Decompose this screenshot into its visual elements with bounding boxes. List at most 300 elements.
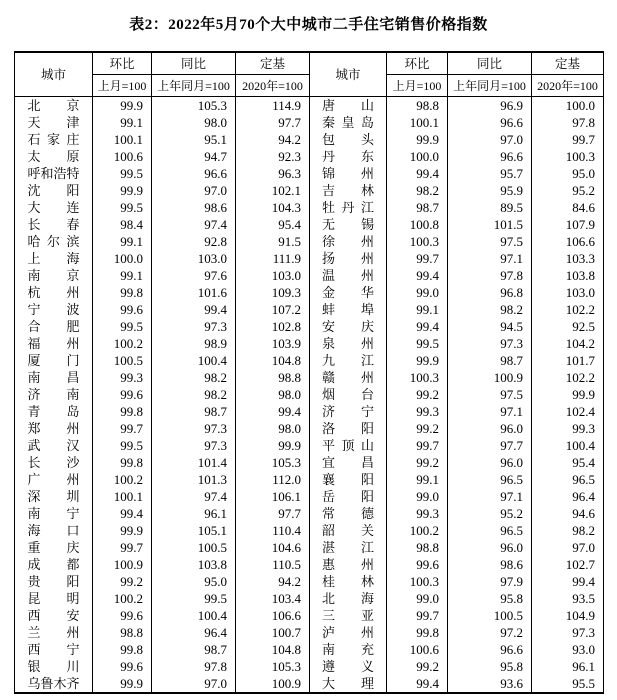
city-name: 福州 [27,335,80,351]
table-row [15,420,604,437]
city-name: 锦州 [322,165,374,181]
city-cell [310,590,387,607]
city-cell [310,301,387,318]
yoy-value: 101.4 [152,454,236,471]
city-name: 贵阳 [27,573,80,589]
yoy-value: 97.6 [152,267,236,284]
fixed-value: 99.3 [532,420,604,437]
city-cell [310,267,387,284]
mom-value: 99.5 [93,437,152,454]
fixed-value: 94.6 [532,505,604,522]
mom-value: 99.5 [93,199,152,216]
table-row [15,165,604,182]
city-name: 杭州 [27,284,80,300]
city-cell [310,488,387,505]
fixed-value: 93.5 [532,590,604,607]
mom-value: 99.9 [93,182,152,199]
city-cell [15,148,93,165]
mom-value: 99.2 [93,573,152,590]
city-name: 泉州 [322,335,374,351]
city-cell [15,658,93,675]
city-cell [310,335,387,352]
yoy-value: 93.6 [448,675,532,693]
table-row [15,267,604,284]
city-name: 北海 [322,590,374,606]
mom-value: 99.8 [93,284,152,301]
fixed-value: 106.1 [236,488,310,505]
city-cell [15,522,93,539]
table-row [15,607,604,624]
city-cell [15,556,93,573]
city-cell [310,505,387,522]
yoy-value: 97.8 [448,267,532,284]
table-row [15,590,604,607]
city-cell [310,352,387,369]
city-name: 丹东 [322,148,374,164]
city-cell [310,539,387,556]
city-name: 广州 [27,471,80,487]
mom-value: 98.7 [387,199,448,216]
city-cell [15,420,93,437]
city-cell [15,301,93,318]
yoy-value: 97.0 [448,131,532,148]
fixed-value: 102.2 [532,369,604,386]
fixed-value: 104.6 [236,539,310,556]
city-cell [15,96,93,114]
city-name: 赣州 [322,369,374,385]
city-name: 西宁 [27,641,80,657]
fixed-value: 99.9 [236,437,310,454]
fixed-value: 111.9 [236,250,310,267]
header-mom-right: 环比 [387,52,448,74]
mom-value: 100.3 [387,573,448,590]
city-name: 上海 [27,250,80,266]
yoy-value: 96.5 [448,522,532,539]
yoy-value: 96.5 [448,471,532,488]
mom-value: 99.9 [387,131,448,148]
yoy-value: 96.0 [448,420,532,437]
city-cell [15,250,93,267]
city-name: 常德 [322,505,374,521]
city-name: 兰州 [27,624,80,640]
yoy-value: 89.5 [448,199,532,216]
yoy-value: 95.7 [448,165,532,182]
city-cell [15,505,93,522]
fixed-value: 97.7 [236,114,310,131]
city-name: 平顶山 [322,437,374,453]
fixed-value: 98.0 [236,420,310,437]
mom-value: 99.3 [387,505,448,522]
city-name: 济南 [27,386,80,402]
mom-value: 99.6 [93,607,152,624]
city-name: 三亚 [322,607,374,623]
city-name: 乌鲁木齐 [27,675,80,691]
table-row [15,386,604,403]
fixed-value: 102.8 [236,318,310,335]
city-cell [15,386,93,403]
header-fixed-base-left: 2020年=100 [236,74,310,96]
mom-value: 100.8 [387,216,448,233]
city-cell [15,199,93,216]
city-cell [310,556,387,573]
city-name: 西安 [27,607,80,623]
fixed-value: 102.2 [532,301,604,318]
fixed-value: 95.4 [236,216,310,233]
yoy-value: 98.7 [152,403,236,420]
fixed-value: 95.5 [532,675,604,693]
city-name: 九江 [322,352,374,368]
fixed-value: 96.3 [236,165,310,182]
yoy-value: 100.5 [448,607,532,624]
city-cell [310,403,387,420]
city-name: 包头 [322,131,374,147]
city-name: 宜昌 [322,454,374,470]
city-name: 昆明 [27,590,80,606]
fixed-value: 100.9 [236,675,310,693]
mom-value: 99.8 [93,403,152,420]
city-cell [310,165,387,182]
yoy-value: 96.9 [448,96,532,114]
mom-value: 98.2 [387,182,448,199]
city-name: 武汉 [27,437,80,453]
yoy-value: 97.5 [448,386,532,403]
fixed-value: 98.2 [532,522,604,539]
table-row [15,471,604,488]
header-city-right: 城市 [310,52,387,96]
yoy-value: 101.6 [152,284,236,301]
city-cell [310,641,387,658]
city-cell [15,624,93,641]
header-yoy-right: 同比 [448,52,532,74]
fixed-value: 96.1 [532,658,604,675]
table-row [15,96,604,114]
table-row [15,301,604,318]
city-name: 郑州 [27,420,80,436]
city-name: 洛阳 [322,420,374,436]
mom-value: 99.7 [93,420,152,437]
header-mom-base-right: 上月=100 [387,74,448,96]
table-row [15,199,604,216]
city-cell [310,114,387,131]
fixed-value: 103.4 [236,590,310,607]
city-cell [15,590,93,607]
mom-value: 100.2 [93,471,152,488]
table-row [15,352,604,369]
city-name: 扬州 [322,250,374,266]
mom-value: 98.4 [93,216,152,233]
mom-value: 99.9 [93,675,152,693]
city-cell [310,318,387,335]
header-yoy-left: 同比 [152,52,236,74]
fixed-value: 105.3 [236,658,310,675]
city-cell [310,386,387,403]
fixed-value: 110.5 [236,556,310,573]
city-name: 秦皇岛 [322,114,374,130]
city-cell [15,369,93,386]
yoy-value: 105.1 [152,522,236,539]
mom-value: 100.3 [387,369,448,386]
table-row [15,437,604,454]
fixed-value: 103.0 [236,267,310,284]
mom-value: 98.8 [387,96,448,114]
yoy-value: 99.5 [152,590,236,607]
yoy-value: 101.5 [448,216,532,233]
city-cell [310,131,387,148]
header-city-left: 城市 [15,52,93,96]
city-name: 安庆 [322,318,374,334]
table-row [15,318,604,335]
mom-value: 100.5 [93,352,152,369]
table-row [15,624,604,641]
fixed-value: 93.0 [532,641,604,658]
mom-value: 99.6 [387,556,448,573]
mom-value: 99.0 [387,590,448,607]
fixed-value: 97.3 [532,624,604,641]
fixed-value: 96.4 [532,488,604,505]
yoy-value: 97.1 [448,250,532,267]
mom-value: 99.1 [387,471,448,488]
mom-value: 99.7 [387,437,448,454]
header-fixed-left: 定基 [236,52,310,74]
fixed-value: 107.9 [532,216,604,233]
yoy-value: 97.9 [448,573,532,590]
yoy-value: 103.0 [152,250,236,267]
city-cell [310,573,387,590]
mom-value: 99.1 [93,114,152,131]
yoy-value: 94.7 [152,148,236,165]
fixed-value: 84.6 [532,199,604,216]
table-body [15,96,604,693]
city-cell [310,182,387,199]
yoy-value: 97.3 [152,437,236,454]
yoy-value: 96.8 [448,284,532,301]
table-header [15,52,604,96]
city-cell [310,148,387,165]
table-row [15,182,604,199]
city-cell [310,624,387,641]
city-name: 惠州 [322,556,374,572]
mom-value: 99.5 [93,165,152,182]
city-name: 银川 [27,658,80,674]
yoy-value: 98.0 [152,114,236,131]
city-cell [15,573,93,590]
table-row [15,454,604,471]
city-name: 吉林 [322,182,374,198]
yoy-value: 97.2 [448,624,532,641]
yoy-value: 98.7 [448,352,532,369]
city-name: 南京 [27,267,80,283]
yoy-value: 96.1 [152,505,236,522]
city-name: 青岛 [27,403,80,419]
yoy-value: 97.3 [152,420,236,437]
city-name: 泸州 [322,624,374,640]
mom-value: 99.4 [93,505,152,522]
city-cell [15,471,93,488]
fixed-value: 114.9 [236,96,310,114]
yoy-value: 98.2 [448,301,532,318]
mom-value: 99.8 [93,454,152,471]
yoy-value: 98.6 [152,199,236,216]
city-name: 石家庄 [27,131,80,147]
fixed-value: 104.9 [532,607,604,624]
yoy-value: 100.5 [152,539,236,556]
city-name: 天津 [27,114,80,130]
city-name: 岳阳 [322,488,374,504]
mom-value: 99.0 [387,488,448,505]
fixed-value: 109.3 [236,284,310,301]
mom-value: 99.3 [387,403,448,420]
mom-value: 100.1 [93,131,152,148]
yoy-value: 97.5 [448,233,532,250]
yoy-value: 98.7 [152,641,236,658]
city-name: 烟台 [322,386,374,402]
mom-value: 99.8 [93,641,152,658]
yoy-value: 96.0 [448,539,532,556]
yoy-value: 96.0 [448,454,532,471]
fixed-value: 91.5 [236,233,310,250]
mom-value: 99.2 [387,386,448,403]
mom-value: 99.3 [93,369,152,386]
fixed-value: 100.7 [236,624,310,641]
fixed-value: 99.7 [532,131,604,148]
city-cell [310,199,387,216]
header-yoy-base-right: 上年同月=100 [448,74,532,96]
fixed-value: 92.3 [236,148,310,165]
mom-value: 99.1 [387,301,448,318]
table-row [15,114,604,131]
city-name: 重庆 [27,539,80,555]
mom-value: 100.1 [93,488,152,505]
header-mom-base-left: 上月=100 [93,74,152,96]
mom-value: 99.2 [387,658,448,675]
table-row [15,675,604,693]
price-index-table [14,51,604,694]
mom-value: 99.5 [387,335,448,352]
fixed-value: 112.0 [236,471,310,488]
city-cell [15,352,93,369]
yoy-value: 96.6 [448,114,532,131]
city-name: 济宁 [322,403,374,419]
yoy-value: 97.1 [448,488,532,505]
mom-value: 99.7 [387,607,448,624]
fixed-value: 103.9 [236,335,310,352]
mom-value: 99.4 [387,675,448,693]
table-row [15,505,604,522]
city-name: 遵义 [322,658,374,674]
mom-value: 99.2 [387,454,448,471]
header-yoy-base-left: 上年同月=100 [152,74,236,96]
yoy-value: 103.8 [152,556,236,573]
yoy-value: 96.6 [448,148,532,165]
fixed-value: 103.3 [532,250,604,267]
fixed-value: 94.2 [236,131,310,148]
yoy-value: 97.0 [152,675,236,693]
mom-value: 99.4 [387,318,448,335]
city-name: 金华 [322,284,374,300]
fixed-value: 104.3 [236,199,310,216]
city-cell [15,216,93,233]
table-row [15,641,604,658]
yoy-value: 99.4 [152,301,236,318]
fixed-value: 105.3 [236,454,310,471]
fixed-value: 102.4 [532,403,604,420]
yoy-value: 96.4 [152,624,236,641]
header-fixed-right: 定基 [532,52,604,74]
city-name: 南充 [322,641,374,657]
yoy-value: 105.3 [152,96,236,114]
mom-value: 100.2 [93,335,152,352]
city-cell [310,233,387,250]
city-name: 呼和浩特 [27,165,80,181]
city-name: 长沙 [27,454,80,470]
fixed-value: 104.8 [236,352,310,369]
city-name: 蚌埠 [322,301,374,317]
fixed-value: 110.4 [236,522,310,539]
fixed-value: 94.2 [236,573,310,590]
mom-value: 100.1 [387,114,448,131]
fixed-value: 95.0 [532,165,604,182]
fixed-value: 98.0 [236,386,310,403]
city-name: 韶关 [322,522,374,538]
city-cell [310,658,387,675]
mom-value: 98.8 [93,624,152,641]
mom-value: 100.2 [387,522,448,539]
city-cell [15,403,93,420]
city-name: 无锡 [322,216,374,232]
city-name: 哈尔滨 [27,233,80,249]
fixed-value: 95.4 [532,454,604,471]
yoy-value: 97.1 [448,403,532,420]
fixed-value: 99.4 [236,403,310,420]
mom-value: 99.9 [93,96,152,114]
city-cell [15,454,93,471]
mom-value: 99.6 [93,386,152,403]
mom-value: 99.8 [387,624,448,641]
table-row [15,131,604,148]
city-name: 深圳 [27,488,80,504]
table-row [15,488,604,505]
table-row [15,369,604,386]
city-cell [15,267,93,284]
city-name: 宁波 [27,301,80,317]
city-name: 南昌 [27,369,80,385]
yoy-value: 97.7 [448,437,532,454]
mom-value: 100.6 [387,641,448,658]
mom-value: 99.7 [387,250,448,267]
fixed-value: 97.0 [532,539,604,556]
yoy-value: 97.3 [152,318,236,335]
yoy-value: 100.4 [152,607,236,624]
table-row [15,216,604,233]
fixed-value: 96.5 [532,471,604,488]
yoy-value: 98.2 [152,386,236,403]
table-row [15,250,604,267]
yoy-value: 100.4 [152,352,236,369]
mom-value: 98.8 [387,539,448,556]
city-name: 牡丹江 [322,199,374,215]
fixed-value: 106.6 [236,607,310,624]
yoy-value: 95.8 [448,590,532,607]
header-row-base [15,74,604,96]
table-row [15,284,604,301]
city-cell [310,369,387,386]
city-name: 襄阳 [322,471,374,487]
fixed-value: 100.0 [532,96,604,114]
fixed-value: 99.4 [532,573,604,590]
city-cell [15,233,93,250]
city-name: 长春 [27,216,80,232]
city-cell [15,165,93,182]
